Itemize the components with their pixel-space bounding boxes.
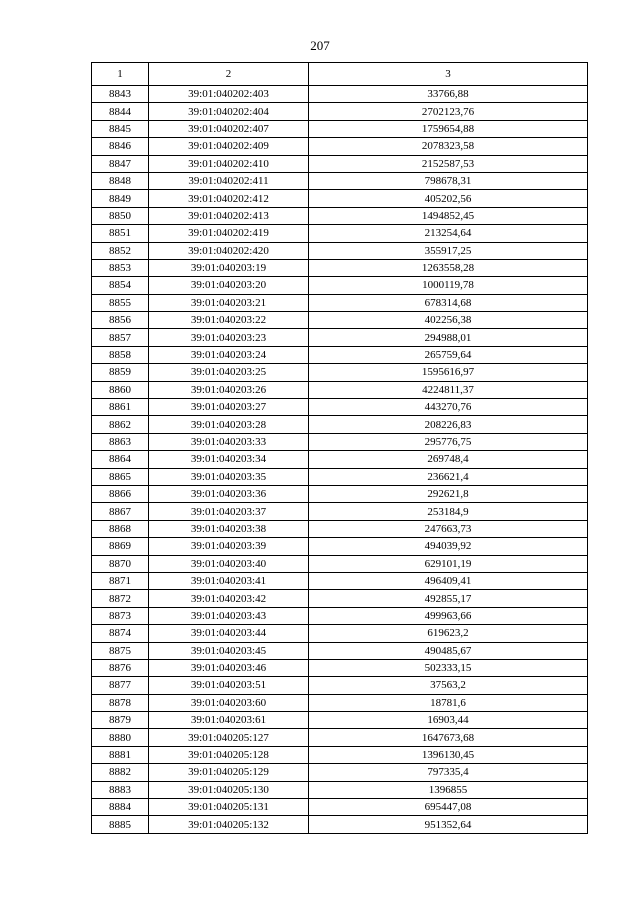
value-cell: 37563,2 bbox=[309, 677, 588, 694]
cadastral-number-cell: 39:01:040203:22 bbox=[149, 312, 309, 329]
cadastral-number-cell: 39:01:040203:40 bbox=[149, 555, 309, 572]
row-number-cell: 8877 bbox=[92, 677, 149, 694]
table-row bbox=[92, 485, 588, 502]
row-number-cell: 8860 bbox=[92, 381, 149, 398]
value-cell: 629101,19 bbox=[309, 555, 588, 572]
value-cell: 247663,73 bbox=[309, 520, 588, 537]
cadastral-number-cell: 39:01:040205:130 bbox=[149, 781, 309, 798]
row-number-cell: 8872 bbox=[92, 590, 149, 607]
row-number-cell: 8861 bbox=[92, 399, 149, 416]
value-cell: 355917,25 bbox=[309, 242, 588, 259]
table-row bbox=[92, 625, 588, 642]
row-number-cell: 8882 bbox=[92, 764, 149, 781]
table-row bbox=[92, 416, 588, 433]
value-cell: 1263558,28 bbox=[309, 259, 588, 276]
cadastral-number-cell: 39:01:040202:411 bbox=[149, 172, 309, 189]
row-number-cell: 8843 bbox=[92, 86, 149, 103]
cadastral-number-cell: 39:01:040203:36 bbox=[149, 485, 309, 502]
row-number-cell: 8876 bbox=[92, 659, 149, 676]
cadastral-number-cell: 39:01:040203:35 bbox=[149, 468, 309, 485]
value-cell: 797335,4 bbox=[309, 764, 588, 781]
table-row bbox=[92, 103, 588, 120]
table-row bbox=[92, 277, 588, 294]
table-row bbox=[92, 712, 588, 729]
value-cell: 295776,75 bbox=[309, 433, 588, 450]
table-row bbox=[92, 799, 588, 816]
table-row bbox=[92, 816, 588, 833]
table-row bbox=[92, 172, 588, 189]
value-cell: 294988,01 bbox=[309, 329, 588, 346]
cadastral-number-cell: 39:01:040202:404 bbox=[149, 103, 309, 120]
table-row bbox=[92, 555, 588, 572]
table-row bbox=[92, 312, 588, 329]
table-row bbox=[92, 468, 588, 485]
value-cell: 2152587,53 bbox=[309, 155, 588, 172]
cadastral-number-cell: 39:01:040203:24 bbox=[149, 346, 309, 363]
table-row bbox=[92, 694, 588, 711]
value-cell: 4224811,37 bbox=[309, 381, 588, 398]
table-row bbox=[92, 346, 588, 363]
cadastral-number-cell: 39:01:040202:412 bbox=[149, 190, 309, 207]
value-cell: 18781,6 bbox=[309, 694, 588, 711]
value-cell: 269748,4 bbox=[309, 451, 588, 468]
row-number-cell: 8874 bbox=[92, 625, 149, 642]
cadastral-number-cell: 39:01:040202:413 bbox=[149, 207, 309, 224]
table-row bbox=[92, 520, 588, 537]
row-number-cell: 8845 bbox=[92, 120, 149, 137]
value-cell: 1396130,45 bbox=[309, 746, 588, 763]
cadastral-number-cell: 39:01:040203:51 bbox=[149, 677, 309, 694]
value-cell: 16903,44 bbox=[309, 712, 588, 729]
cadastral-number-cell: 39:01:040205:129 bbox=[149, 764, 309, 781]
table-row bbox=[92, 138, 588, 155]
row-number-cell: 8866 bbox=[92, 485, 149, 502]
row-number-cell: 8879 bbox=[92, 712, 149, 729]
row-number-cell: 8863 bbox=[92, 433, 149, 450]
value-cell: 492855,17 bbox=[309, 590, 588, 607]
row-number-cell: 8855 bbox=[92, 294, 149, 311]
cadastral-number-cell: 39:01:040202:419 bbox=[149, 225, 309, 242]
cadastral-number-cell: 39:01:040203:44 bbox=[149, 625, 309, 642]
row-number-cell: 8853 bbox=[92, 259, 149, 276]
table-row bbox=[92, 399, 588, 416]
value-cell: 402256,38 bbox=[309, 312, 588, 329]
row-number-cell: 8854 bbox=[92, 277, 149, 294]
table-row bbox=[92, 451, 588, 468]
row-number-cell: 8865 bbox=[92, 468, 149, 485]
value-cell: 490485,67 bbox=[309, 642, 588, 659]
value-cell: 236621,4 bbox=[309, 468, 588, 485]
value-cell: 405202,56 bbox=[309, 190, 588, 207]
cadastral-number-cell: 39:01:040203:26 bbox=[149, 381, 309, 398]
row-number-cell: 8847 bbox=[92, 155, 149, 172]
table-row bbox=[92, 781, 588, 798]
row-number-cell: 8848 bbox=[92, 172, 149, 189]
row-number-cell: 8873 bbox=[92, 607, 149, 624]
row-number-cell: 8846 bbox=[92, 138, 149, 155]
table-row bbox=[92, 503, 588, 520]
row-number-cell: 8852 bbox=[92, 242, 149, 259]
cadastral-number-cell: 39:01:040202:410 bbox=[149, 155, 309, 172]
row-number-cell: 8869 bbox=[92, 538, 149, 555]
cadastral-number-cell: 39:01:040203:38 bbox=[149, 520, 309, 537]
column-header-3: 3 bbox=[309, 63, 588, 86]
row-number-cell: 8844 bbox=[92, 103, 149, 120]
row-number-cell: 8884 bbox=[92, 799, 149, 816]
cadastral-number-cell: 39:01:040203:19 bbox=[149, 259, 309, 276]
value-cell: 265759,64 bbox=[309, 346, 588, 363]
cadastral-number-cell: 39:01:040203:20 bbox=[149, 277, 309, 294]
value-cell: 1595616,97 bbox=[309, 364, 588, 381]
row-number-cell: 8868 bbox=[92, 520, 149, 537]
cadastral-number-cell: 39:01:040205:127 bbox=[149, 729, 309, 746]
cadastral-number-cell: 39:01:040203:25 bbox=[149, 364, 309, 381]
row-number-cell: 8870 bbox=[92, 555, 149, 572]
row-number-cell: 8851 bbox=[92, 225, 149, 242]
table-row bbox=[92, 764, 588, 781]
value-cell: 443270,76 bbox=[309, 399, 588, 416]
cadastral-number-cell: 39:01:040203:23 bbox=[149, 329, 309, 346]
value-cell: 678314,68 bbox=[309, 294, 588, 311]
value-cell: 494039,92 bbox=[309, 538, 588, 555]
row-number-cell: 8881 bbox=[92, 746, 149, 763]
value-cell: 208226,83 bbox=[309, 416, 588, 433]
value-cell: 695447,08 bbox=[309, 799, 588, 816]
table-row bbox=[92, 433, 588, 450]
row-number-cell: 8864 bbox=[92, 451, 149, 468]
page-number: 207 bbox=[310, 38, 330, 53]
value-cell: 1647673,68 bbox=[309, 729, 588, 746]
row-number-cell: 8849 bbox=[92, 190, 149, 207]
row-number-cell: 8867 bbox=[92, 503, 149, 520]
value-cell: 2078323,58 bbox=[309, 138, 588, 155]
cadastral-number-cell: 39:01:040203:21 bbox=[149, 294, 309, 311]
table-row bbox=[92, 642, 588, 659]
value-cell: 502333,15 bbox=[309, 659, 588, 676]
cadastral-number-cell: 39:01:040202:420 bbox=[149, 242, 309, 259]
table-row bbox=[92, 155, 588, 172]
table-row bbox=[92, 242, 588, 259]
table-row bbox=[92, 729, 588, 746]
value-cell: 292621,8 bbox=[309, 485, 588, 502]
value-cell: 499963,66 bbox=[309, 607, 588, 624]
cadastral-number-cell: 39:01:040203:60 bbox=[149, 694, 309, 711]
cadastral-number-cell: 39:01:040203:39 bbox=[149, 538, 309, 555]
table-row bbox=[92, 590, 588, 607]
value-cell: 213254,64 bbox=[309, 225, 588, 242]
value-cell: 1759654,88 bbox=[309, 120, 588, 137]
cadastral-number-cell: 39:01:040203:45 bbox=[149, 642, 309, 659]
table-row bbox=[92, 381, 588, 398]
row-number-cell: 8885 bbox=[92, 816, 149, 833]
table-body bbox=[92, 86, 588, 834]
table-row bbox=[92, 364, 588, 381]
value-cell: 33766,88 bbox=[309, 86, 588, 103]
value-cell: 951352,64 bbox=[309, 816, 588, 833]
table-row bbox=[92, 225, 588, 242]
row-number-cell: 8883 bbox=[92, 781, 149, 798]
column-header-1: 1 bbox=[92, 63, 149, 86]
value-cell: 2702123,76 bbox=[309, 103, 588, 120]
row-number-cell: 8858 bbox=[92, 346, 149, 363]
cadastral-number-cell: 39:01:040203:28 bbox=[149, 416, 309, 433]
value-cell: 496409,41 bbox=[309, 572, 588, 589]
table-row bbox=[92, 746, 588, 763]
table-row bbox=[92, 207, 588, 224]
cadastral-value-table bbox=[91, 62, 588, 834]
cadastral-number-cell: 39:01:040205:128 bbox=[149, 746, 309, 763]
cadastral-number-cell: 39:01:040202:409 bbox=[149, 138, 309, 155]
row-number-cell: 8850 bbox=[92, 207, 149, 224]
row-number-cell: 8856 bbox=[92, 312, 149, 329]
table-row bbox=[92, 190, 588, 207]
table-row bbox=[92, 294, 588, 311]
row-number-cell: 8862 bbox=[92, 416, 149, 433]
row-number-cell: 8859 bbox=[92, 364, 149, 381]
table-row bbox=[92, 86, 588, 103]
cadastral-number-cell: 39:01:040202:407 bbox=[149, 120, 309, 137]
cadastral-number-cell: 39:01:040203:41 bbox=[149, 572, 309, 589]
table-row bbox=[92, 259, 588, 276]
value-cell: 1494852,45 bbox=[309, 207, 588, 224]
value-cell: 253184,9 bbox=[309, 503, 588, 520]
cadastral-number-cell: 39:01:040205:132 bbox=[149, 816, 309, 833]
row-number-cell: 8880 bbox=[92, 729, 149, 746]
cadastral-number-cell: 39:01:040203:33 bbox=[149, 433, 309, 450]
table-row bbox=[92, 659, 588, 676]
table-header-row bbox=[92, 63, 588, 86]
cadastral-number-cell: 39:01:040203:46 bbox=[149, 659, 309, 676]
row-number-cell: 8875 bbox=[92, 642, 149, 659]
table-row bbox=[92, 538, 588, 555]
value-cell: 798678,31 bbox=[309, 172, 588, 189]
row-number-cell: 8857 bbox=[92, 329, 149, 346]
cadastral-number-cell: 39:01:040203:27 bbox=[149, 399, 309, 416]
cadastral-number-cell: 39:01:040203:37 bbox=[149, 503, 309, 520]
cadastral-number-cell: 39:01:040205:131 bbox=[149, 799, 309, 816]
cadastral-number-cell: 39:01:040203:34 bbox=[149, 451, 309, 468]
cadastral-number-cell: 39:01:040203:43 bbox=[149, 607, 309, 624]
value-cell: 1000119,78 bbox=[309, 277, 588, 294]
row-number-cell: 8871 bbox=[92, 572, 149, 589]
row-number-cell: 8878 bbox=[92, 694, 149, 711]
table-row bbox=[92, 329, 588, 346]
table-row bbox=[92, 120, 588, 137]
value-cell: 1396855 bbox=[309, 781, 588, 798]
table-row bbox=[92, 572, 588, 589]
cadastral-number-cell: 39:01:040202:403 bbox=[149, 86, 309, 103]
cadastral-number-cell: 39:01:040203:61 bbox=[149, 712, 309, 729]
table-row bbox=[92, 607, 588, 624]
cadastral-number-cell: 39:01:040203:42 bbox=[149, 590, 309, 607]
table-row bbox=[92, 677, 588, 694]
value-cell: 619623,2 bbox=[309, 625, 588, 642]
column-header-2: 2 bbox=[149, 63, 309, 86]
